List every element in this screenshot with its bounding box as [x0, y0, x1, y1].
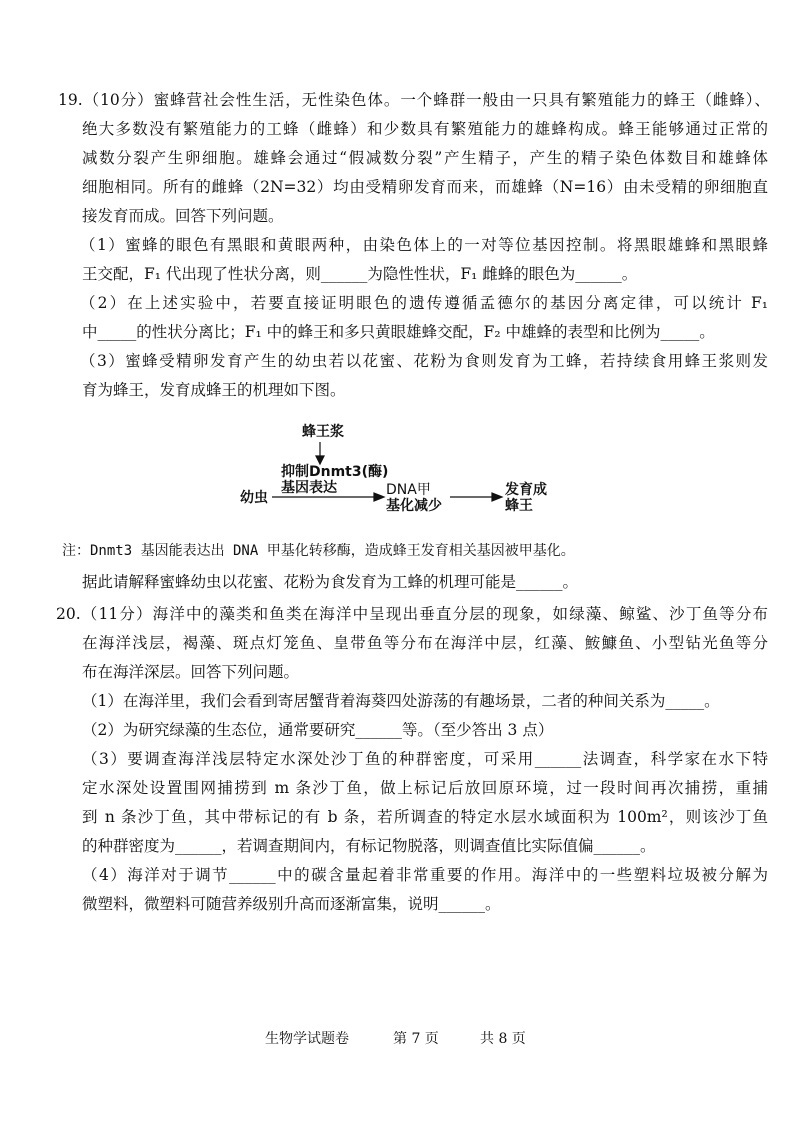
- footer-total-pages: 共 8 页: [480, 1031, 526, 1047]
- q20-sub3-line: 到 n 条沙丁鱼，其中带标记的有 b 条，若所调查的特定水层水域面积为 100m²，则该沙丁鱼: [82, 808, 768, 826]
- dna-label-2: 基化减少: [386, 498, 442, 514]
- royal-jelly-label: 蜂王浆: [302, 424, 344, 440]
- footer-subject: 生物学试题卷: [265, 1031, 349, 1047]
- diagram-note: 注：Dnmt3 基因能表达出 DNA 甲基化转移酶，造成蜂王发育相关基因被甲基化。: [62, 543, 575, 559]
- q20-sub3-line: 定水深处设置围网捕捞到 m 条沙丁鱼，做上标记后放回原环境，过一段时间再次捕捞，重捕: [82, 779, 768, 797]
- dna-label: DNA甲: [386, 482, 431, 498]
- q20-sub1: （1）在海洋里，我们会看到寄居蟹背着海葵四处游荡的有趣场景，二者的种间关系为_____。: [82, 692, 720, 710]
- q20-sub4-line: 微塑料，微塑料可随营养级别升高而逐渐富集，说明______。: [82, 895, 501, 913]
- q20-sub3-line: 的种群密度为______，若调查期间内，有标记物脱落，则调查值比实际值偏______。: [82, 837, 656, 855]
- q19-sub1-line: 王交配，F₁ 代出现了性状分离，则______为隐性性状，F₁ 雌蜂的眼色为______。: [82, 265, 638, 283]
- footer-page-number: 第 7 页: [393, 1031, 439, 1047]
- q19-stem-line: 绝大多数没有繁殖能力的工蜂（雌蜂）和少数具有繁殖能力的雄蜂构成。蜂王能够通过正常的: [82, 120, 768, 138]
- q20-stem-line: 20.（11分）海洋中的藻类和鱼类在海洋中呈现出垂直分层的现象，如绿藻、鲸鲨、沙丁鱼等分布: [56, 605, 768, 623]
- inhibit-label-2: 基因表达: [281, 480, 337, 496]
- q19-stem-line: 减数分裂产生卵细胞。雄蜂会通过“假减数分裂”产生精子，产生的精子染色体数目和雄蜂体: [82, 149, 768, 167]
- inhibit-label: 抑制Dnmt3(酶): [281, 464, 389, 480]
- q19-stem-line: 细胞相同。所有的雌蜂（2N=32）均由受精卵发育而来，而雄蜂（N=16）由未受精的卵细胞直: [82, 178, 768, 196]
- q20-sub2: （2）为研究绿藻的生态位，通常要研究______等。（至少答出 3 点）: [82, 721, 554, 739]
- q20-stem-line: 布在海洋深层。回答下列问题。: [82, 663, 300, 681]
- q20-sub4-line: （4）海洋对于调节______中的碳含量起着非常重要的作用。海洋中的一些塑料垃圾被分解为: [82, 866, 768, 884]
- q19-sub2-line: 中_____的性状分离比；F₁ 中的蜂王和多只黄眼雄蜂交配，F₂ 中雄蜂的表型和比例为_____。: [82, 323, 715, 341]
- queen-label: 发育成: [505, 482, 547, 498]
- q19-sub1-line: （1）蜜蜂的眼色有黑眼和黄眼两种，由染色体上的一对等位基因控制。将黑眼雄蜂和黑眼蜂: [80, 236, 768, 254]
- larva-label: 幼虫: [240, 490, 268, 506]
- q19-sub3-line: 育为蜂王，发育成蜂王的机理如下图。: [82, 381, 346, 399]
- arrow-right-2-head: [492, 493, 502, 501]
- q19-sub2-line: （2）在上述实验中，若要直接证明眼色的遗传遵循孟德尔的基因分离定律，可以统计 F₁: [80, 294, 768, 312]
- q20-sub3-line: （3）要调查海洋浅层特定水深处沙丁鱼的种群密度，可采用______法调查，科学家在水下特: [82, 750, 768, 768]
- q19-sub3-question: 据此请解释蜜蜂幼虫以花蜜、花粉为食发育为工蜂的机理可能是______。: [82, 573, 579, 591]
- q19-stem-line: 接发育而成。回答下列问题。: [82, 207, 284, 225]
- arrow-down-head: [316, 456, 324, 464]
- queen-label-2: 蜂王: [505, 498, 533, 514]
- q19-stem-line: 19.（10分）蜜蜂营社会性生活，无性染色体。一个蜂群一般由一只具有繁殖能力的蜂王（雌蜂）、: [58, 91, 770, 109]
- q19-sub3-line: （3）蜜蜂受精卵发育产生的幼虫若以花蜜、花粉为食则发育为工蜂，若持续食用蜂王浆则发: [80, 352, 768, 370]
- arrow-right-1-head: [374, 493, 384, 501]
- q20-stem-line: 在海洋浅层，褐藻、斑点灯笼鱼、皇带鱼等分布在海洋中层，红藻、鮟鱇鱼、小型钻光鱼等分: [82, 634, 768, 652]
